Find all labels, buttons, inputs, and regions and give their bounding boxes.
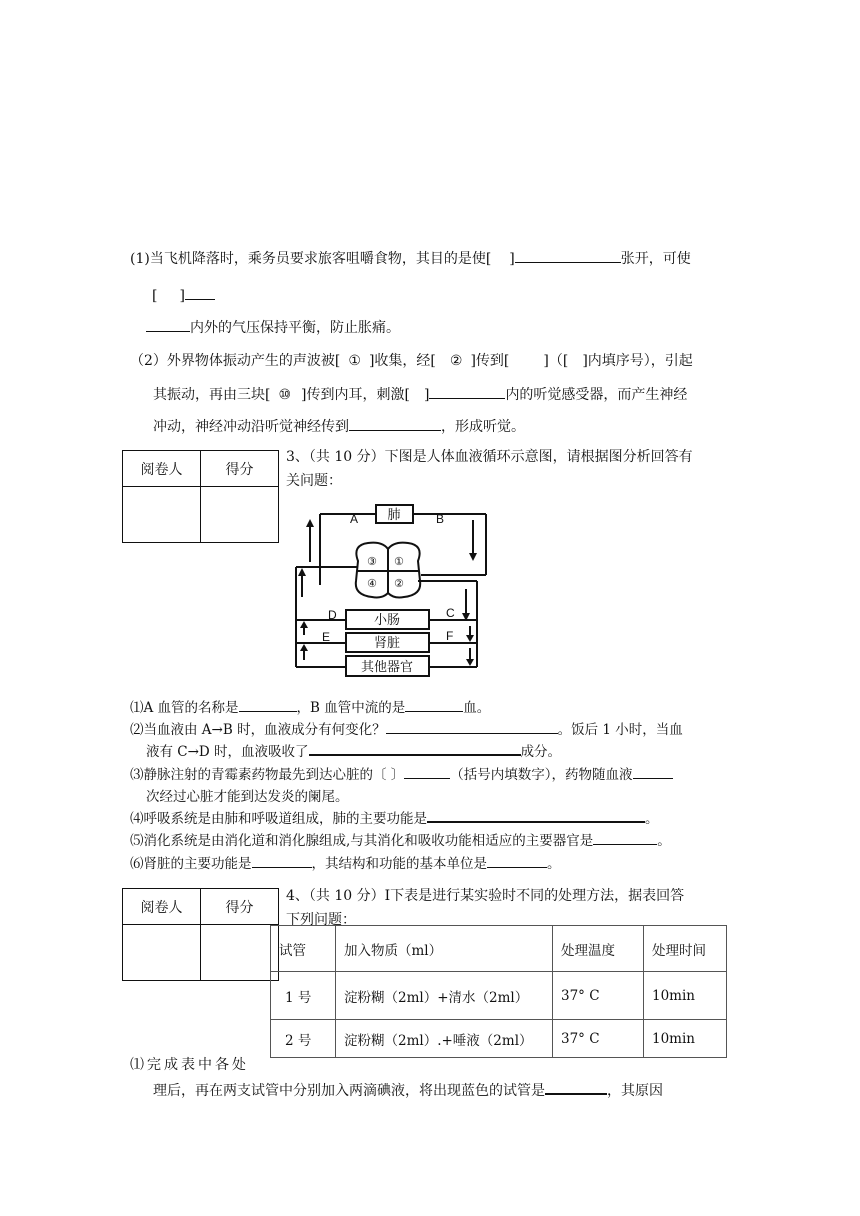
q3-header-2: 关问题： [286, 473, 342, 489]
header-cell: 试管 [271, 926, 336, 972]
bracket: [ [152, 288, 158, 304]
q3-s3-cont: 次经过心脏才能到达发炎的阑尾。 [146, 789, 349, 805]
q3-text: ，B 血管中流的是 [296, 700, 406, 716]
table-cell: 淀粉糊（2ml）+清水（2ml） [336, 972, 553, 1020]
q2-line-3 [146, 317, 400, 337]
blank[interactable] [404, 764, 450, 779]
q3-text: 。 [657, 833, 671, 849]
header-cell: 处理时间 [644, 926, 727, 972]
arrow-up-icon [300, 644, 308, 651]
q3-text: ⑸消化系统是由消化道和消化腺组成,与其消化和吸收功能相适应的主要器官是 [130, 833, 594, 849]
heart-chamber-2: ② [394, 577, 404, 590]
q4-text: ，其原因 [607, 1083, 663, 1099]
q3-text: ⑵当血液由 A→B 时，血液成分有何变化？ [130, 722, 386, 738]
blank[interactable] [309, 740, 521, 756]
table-cell: 1 号 [271, 972, 336, 1020]
bracket: ] [179, 288, 185, 304]
blood-circulation-diagram [288, 497, 490, 680]
q2-p2-line-1 [130, 350, 693, 370]
q3-s6 [130, 852, 561, 872]
q2-text: ，形成听觉。 [441, 419, 525, 435]
table-cell: 淀粉糊（2ml）.+唾液（2ml） [336, 1020, 553, 1058]
score-cell[interactable] [201, 925, 279, 981]
heart-chamber-3: ③ [367, 555, 377, 568]
q2-text: ]传到[ [470, 353, 510, 369]
q2-text: 内外的气压保持平衡，防止胀痛。 [190, 320, 400, 336]
lung-label: 肺 [387, 508, 401, 523]
kidney-label: 肾脏 [373, 636, 401, 651]
part-number: ⑩ [278, 387, 292, 403]
q3-text: ⑹肾脏的主要功能是 [130, 856, 252, 872]
reviewer-label: 阅卷人 [123, 889, 201, 925]
arrow-down-icon [466, 635, 474, 642]
label-a: A [350, 512, 359, 526]
arrow-down-icon [469, 553, 477, 561]
header-cell: 处理温度 [553, 926, 644, 972]
q2-text: 冲动，神经冲动沿听觉神经传到 [153, 419, 349, 435]
table-row [271, 1020, 727, 1058]
blank[interactable] [185, 285, 215, 300]
experiment-table [270, 925, 727, 1058]
blank[interactable] [252, 853, 312, 868]
arrow-down-icon [466, 659, 474, 666]
q3-s1 [130, 696, 490, 716]
q4-s1-cont [153, 1079, 663, 1100]
label-f: F [446, 629, 454, 643]
bracket: ] [509, 251, 515, 267]
label-b: B [436, 512, 445, 526]
q3-text: 血。 [463, 700, 491, 716]
reviewer-cell[interactable] [123, 487, 201, 543]
q3-text: 。 [547, 856, 561, 872]
q2-text: ]传到内耳，刺激[ [301, 387, 410, 403]
score-table [122, 450, 279, 543]
q2-p2-line-3 [153, 416, 525, 436]
q2-text: (1)当飞机降落时，乘务员要求旅客咀嚼食物，其目的是使[ [130, 251, 492, 267]
score-cell[interactable] [201, 487, 279, 543]
arrow-up-icon [306, 519, 314, 527]
blank[interactable] [429, 384, 505, 399]
small-intestine-label: 小肠 [373, 613, 401, 628]
blank[interactable] [146, 317, 190, 332]
q2-line-2 [152, 285, 215, 304]
label-c: C [446, 606, 455, 620]
q4-header-1: 4、（共 10 分）Ⅰ下表是进行某实验时不同的处理方法，据表回答 [286, 888, 685, 904]
q3-text: 。饭后 1 小时，当血 [557, 722, 683, 738]
table-cell: 37° C [553, 972, 644, 1020]
q3-s2 [130, 718, 683, 738]
q2-line-1 [130, 248, 691, 268]
score-table [122, 888, 279, 981]
label-e: E [322, 630, 331, 644]
q4-s1: ⑴完成表中各处 [130, 1057, 249, 1073]
score-label: 得分 [201, 889, 279, 925]
q2-text: 张开，可使 [620, 251, 691, 267]
q2-p2-line-2 [153, 384, 687, 404]
q2-text: ]内填序号），引起 [582, 353, 693, 369]
table-cell: 10min [644, 1020, 727, 1058]
score-label: 得分 [201, 451, 279, 487]
blank[interactable] [386, 719, 558, 734]
arrow-up-icon [300, 621, 308, 628]
q3-text: ⑴A 血管的名称是 [130, 700, 239, 716]
q3-s4 [130, 807, 659, 827]
part-number: ② [449, 353, 463, 369]
q3-text: 。 [645, 811, 659, 827]
q3-text: （括号内填数字），药物随血液 [450, 767, 633, 783]
header-cell: 加入物质（ml） [336, 926, 553, 972]
blank[interactable] [405, 697, 463, 712]
table-row [271, 972, 727, 1020]
table-cell: 10min [644, 972, 727, 1020]
q3-text: 成分。 [520, 744, 562, 760]
q2-text: ]收集，经[ [368, 353, 436, 369]
other-organs-label: 其他器官 [360, 660, 414, 675]
q2-text: 内的听觉感受器，而产生神经 [505, 387, 688, 403]
bracket: ] [423, 387, 430, 403]
q4-text: 理后，再在两支试管中分别加入两滴碘液，将出现蓝色的试管是 [153, 1083, 545, 1099]
blank[interactable] [427, 807, 645, 823]
blank[interactable] [349, 416, 441, 431]
q3-text: ，其结构和功能的基本单位是 [311, 856, 487, 872]
q2-text: 其振动，再由三块[ [153, 387, 271, 403]
heart-chamber-1: ① [394, 555, 404, 568]
q4-header-2: 下列问题： [286, 912, 356, 928]
arrow-up-icon [298, 568, 306, 576]
blank[interactable] [633, 764, 673, 779]
blank[interactable] [239, 697, 297, 712]
table-cell: 2 号 [271, 1020, 336, 1058]
blank[interactable] [545, 1079, 607, 1095]
q3-text: 液有 C→D 时，血液吸收了 [146, 744, 309, 760]
q2-text: ]（[ [543, 353, 569, 369]
heart-chamber-4: ④ [367, 577, 377, 590]
blank[interactable] [515, 248, 621, 263]
q3-text: ⑷呼吸系统是由肺和呼吸道组成，肺的主要功能是 [130, 811, 427, 827]
q2-text: （2）外界物体振动产生的声波被[ [130, 353, 341, 369]
label-d: D [328, 608, 337, 622]
q3-s2-cont [146, 740, 561, 760]
q3-header-1: 3、（共 10 分）下图是人体血液循环示意图，请根据图分析回答有 [286, 449, 693, 465]
part-number: ① [348, 353, 361, 369]
q3-s3 [130, 763, 673, 783]
blank[interactable] [593, 830, 657, 845]
table-cell: 37° C [553, 1020, 644, 1058]
q3-text: ⑶静脉注射的青霉素药物最先到达心脏的〔 〕 [130, 767, 405, 783]
reviewer-cell[interactable] [123, 925, 201, 981]
blank[interactable] [487, 853, 547, 868]
q3-s5 [130, 829, 671, 849]
reviewer-label: 阅卷人 [123, 451, 201, 487]
table-header-row [271, 926, 727, 972]
